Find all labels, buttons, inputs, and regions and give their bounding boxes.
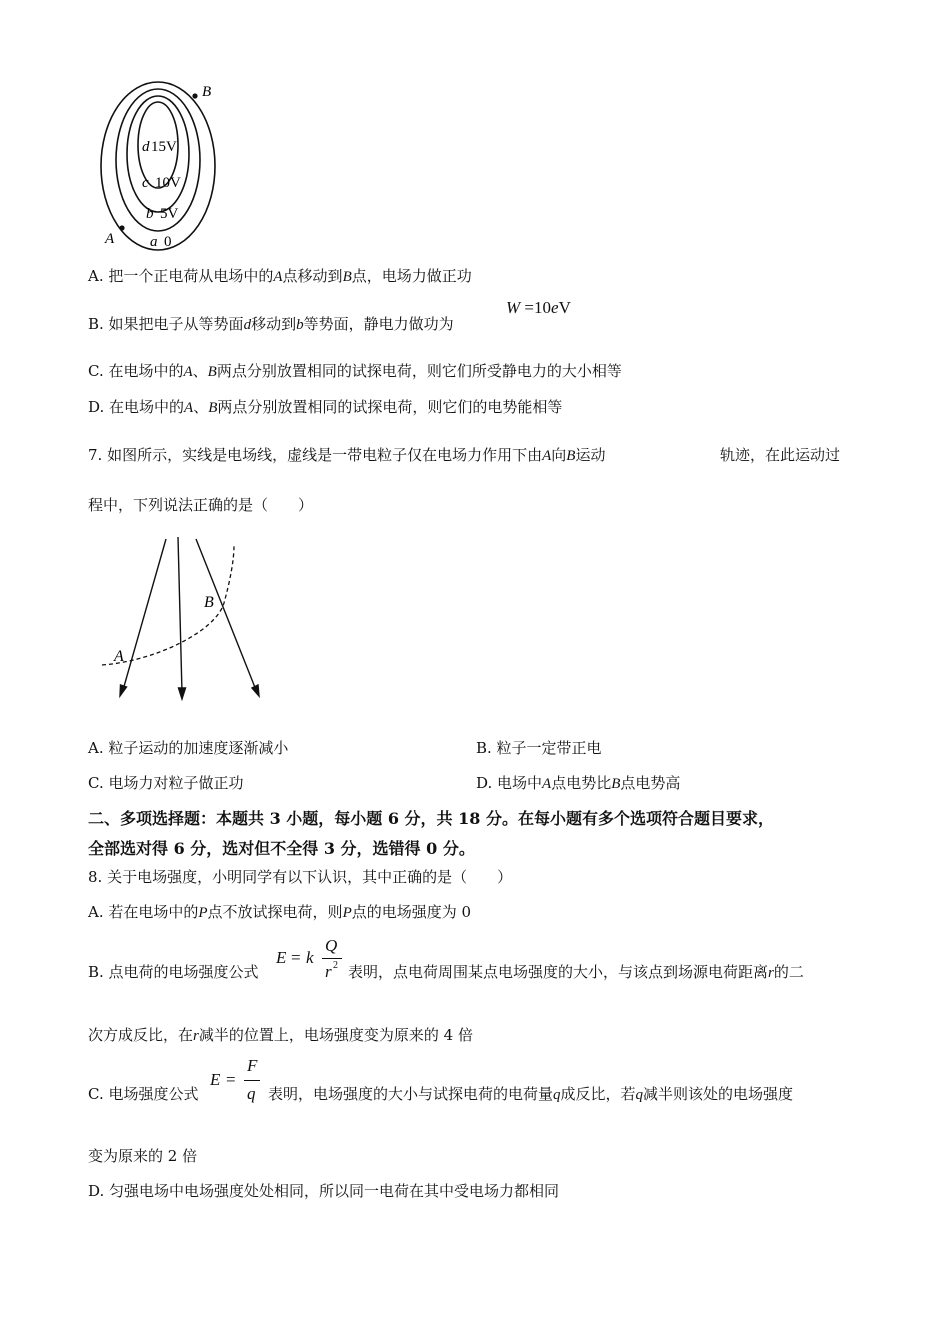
q8-option-b-rest: 表明，点电荷周围某点电场强度的大小，与该点到场源电荷距离r的二 bbox=[348, 963, 804, 981]
field-line-middle-arrow bbox=[179, 688, 186, 699]
q8-option-c: C. 电场强度公式 bbox=[88, 1085, 199, 1103]
q6-option-b: B. 如果把电子从等势面d移动到b等势面，静电力做功为 bbox=[88, 315, 454, 333]
particle-trajectory bbox=[102, 545, 234, 665]
q8-option-c-formula: E = F q bbox=[210, 1056, 266, 1108]
label-A: A bbox=[105, 231, 115, 247]
traj-label-A: A bbox=[114, 648, 124, 665]
q8-option-d: D. 匀强电场中电场强度处处相同，所以同一电荷在其中受电场力都相同 bbox=[88, 1182, 560, 1200]
field-line-middle bbox=[178, 537, 182, 693]
q8-option-b-line2: 次方成反比，在r减半的位置上，电场强度变为原来的 4 倍 bbox=[88, 1026, 473, 1044]
label-b: b bbox=[146, 206, 154, 222]
field-line-right bbox=[196, 539, 256, 690]
fraction-bar bbox=[244, 1080, 260, 1081]
q8-stem: 8. 关于电场强度，小明同学有以下认识，其中正确的是（ ） bbox=[88, 868, 513, 886]
label-d: d bbox=[142, 139, 150, 155]
fraction-bar bbox=[322, 958, 342, 959]
q7-option-c: C. 电场力对粒子做正功 bbox=[88, 774, 244, 792]
equipotential-b bbox=[116, 89, 200, 231]
q6-option-b-formula: W =10eV bbox=[506, 298, 571, 317]
q8-option-c-line2: 变为原来的 2 倍 bbox=[88, 1147, 198, 1165]
equipotential-a bbox=[101, 82, 215, 250]
label-a: a bbox=[150, 234, 158, 250]
traj-label-B: B bbox=[204, 594, 214, 611]
section2-heading-line1: 二、多项选择题：本题共 3 小题，每小题 6 分，共 18 分。在每小题有多个选项符合题目要求， bbox=[88, 809, 774, 828]
q8-option-b-formula: E = k Q r 2 bbox=[276, 936, 346, 986]
label-c: c bbox=[142, 175, 149, 191]
q8-option-a: A. 若在电场中的P点不放试探电荷，则P点的电场强度为 0 bbox=[88, 903, 472, 921]
equipotential-figure bbox=[96, 78, 236, 253]
field-lines-figure bbox=[96, 533, 266, 703]
field-line-left-arrow bbox=[120, 685, 127, 696]
q6-option-d: D. 在电场中的A、B两点分别放置相同的试探电荷，则它们的电势能相等 bbox=[88, 398, 563, 416]
q7-stem-line1: 7. 如图所示，实线是电场线，虚线是一带电粒子仅在电场力作用下由A向B运动 bbox=[88, 446, 606, 464]
q7-option-b: B. 粒子一定带正电 bbox=[476, 739, 602, 757]
point-A-dot bbox=[119, 225, 124, 230]
field-line-left bbox=[123, 539, 166, 690]
section2-heading-line2: 全部选对得 6 分，选对但不全得 3 分，选错得 0 分。 bbox=[88, 839, 475, 858]
q6-option-c: C. 在电场中的A、B两点分别放置相同的试探电荷，则它们所受静电力的大小相等 bbox=[88, 362, 622, 380]
q8-option-b: B. 点电荷的电场强度公式 bbox=[88, 963, 259, 981]
q7-stem-line2: 程中，下列说法正确的是（ ） bbox=[88, 496, 314, 514]
point-B-dot bbox=[192, 93, 197, 98]
label-a-value: 0 bbox=[164, 234, 172, 250]
q7-option-a: A. 粒子运动的加速度逐渐减小 bbox=[88, 739, 289, 757]
field-line-right-arrow bbox=[252, 685, 259, 696]
q6-option-a: A. 把一个正电荷从电场中的A点移动到B点，电场力做正功 bbox=[88, 267, 472, 285]
q7-stem-line1-tail: 轨迹，在此运动过 bbox=[720, 446, 841, 464]
label-b-value: 5V bbox=[160, 206, 179, 222]
q7-option-d: D. 电场中A点电势比B点电势高 bbox=[476, 774, 681, 792]
label-B: B bbox=[202, 84, 212, 100]
label-d-value: 15V bbox=[151, 139, 177, 155]
label-c-value: 10V bbox=[155, 175, 181, 191]
q8-option-c-rest: 表明，电场强度的大小与试探电荷的电荷量q成反比，若q减半则该处的电场强度 bbox=[268, 1085, 794, 1103]
